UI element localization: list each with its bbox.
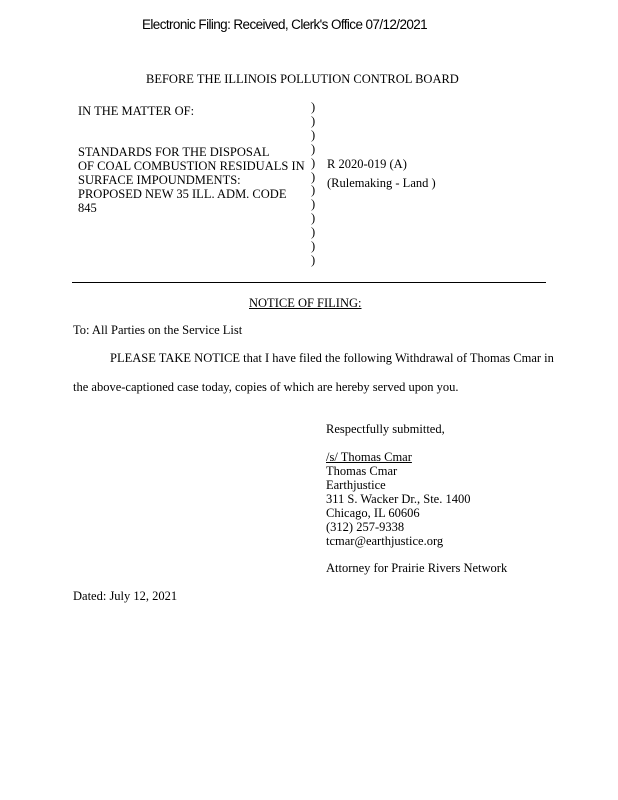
- signer-name: Thomas Cmar: [326, 464, 398, 478]
- electronic-signature: /s/ Thomas Cmar: [326, 450, 412, 464]
- caption-parenthesis: ): [311, 169, 316, 184]
- caption-parenthesis: ): [311, 127, 316, 142]
- date-line: Dated: July 12, 2021: [73, 589, 178, 603]
- caption-parenthesis: ): [311, 113, 316, 128]
- docket-number: R 2020-019 (A): [327, 157, 407, 171]
- in-the-matter-label: IN THE MATTER OF:: [78, 104, 195, 118]
- recipients-line: To: All Parties on the Service List: [73, 323, 243, 337]
- attorney-role: Attorney for Prairie Rivers Network: [326, 561, 508, 575]
- caption-parenthesis: ): [311, 252, 316, 267]
- caption-parenthesis: ): [311, 155, 316, 170]
- caption-parenthesis: ): [311, 197, 316, 212]
- signer-email: tcmar@earthjustice.org: [326, 534, 444, 548]
- caption-parenthesis: ): [311, 141, 316, 156]
- closing: Respectfully submitted,: [326, 422, 445, 436]
- notice-body-line-2: the above-captioned case today, copies of which are hereby served upon you.: [73, 380, 459, 394]
- notice-title: NOTICE OF FILING:: [249, 296, 362, 310]
- caption-line: SURFACE IMPOUNDMENTS:: [78, 173, 241, 187]
- caption-line: 845: [78, 201, 97, 215]
- caption-parenthesis: ): [311, 211, 316, 226]
- caption-parenthesis: ): [311, 100, 316, 114]
- signer-phone: (312) 257-9338: [326, 520, 405, 534]
- board-title: BEFORE THE ILLINOIS POLLUTION CONTROL BOARD: [146, 72, 459, 86]
- caption-line: PROPOSED NEW 35 ILL. ADM. CODE: [78, 187, 287, 201]
- signature-block: [326, 450, 470, 548]
- signer-organization: Earthjustice: [326, 478, 386, 492]
- caption-line: STANDARDS FOR THE DISPOSAL: [78, 145, 270, 159]
- signer-address-line-1: 311 S. Wacker Dr., Ste. 1400: [326, 492, 471, 506]
- caption-divider: [72, 282, 546, 283]
- docket-block: [327, 155, 436, 192]
- caption-parenthesis: ): [311, 183, 316, 198]
- caption-line: OF COAL COMBUSTION RESIDUALS IN: [78, 159, 305, 173]
- docket-type: (Rulemaking - Land ): [327, 175, 436, 190]
- caption-parenthesis-column: [311, 101, 315, 268]
- case-caption: [78, 145, 305, 215]
- electronic-filing-stamp: Electronic Filing: Received, Clerk's Office 07/12/2021: [142, 17, 428, 32]
- caption-parenthesis: ): [311, 225, 316, 240]
- caption-parenthesis: ): [311, 239, 316, 254]
- signer-address-line-2: Chicago, IL 60606: [326, 506, 420, 520]
- notice-body-line-1: PLEASE TAKE NOTICE that I have filed the following Withdrawal of Thomas Cmar in: [110, 351, 554, 365]
